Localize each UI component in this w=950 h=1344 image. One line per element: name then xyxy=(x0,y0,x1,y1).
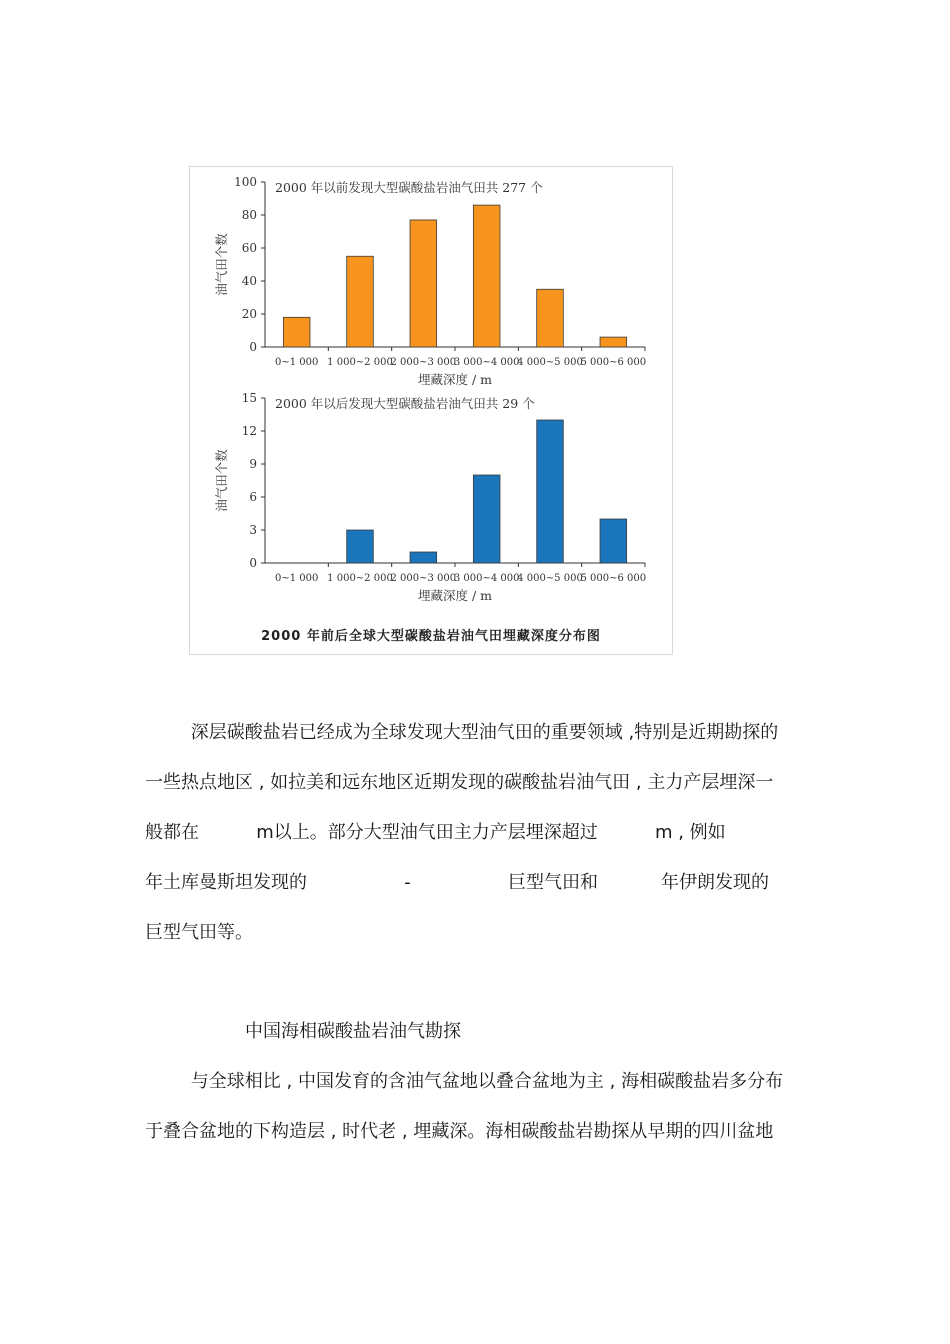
paragraph-1-line-5: 巨型气田等。 xyxy=(145,922,253,943)
y-tick-label-1: 0 xyxy=(249,556,257,570)
y-tick-label-0: 80 xyxy=(241,208,257,222)
y-tick-label-1: 6 xyxy=(249,490,257,504)
y-tick-label-1: 3 xyxy=(249,523,257,537)
bar-0-5 xyxy=(600,337,627,347)
y-tick-label-0: 0 xyxy=(249,340,257,354)
paragraph-1-line-1: 深层碳酸盐岩已经成为全球发现大型油气田的重要领域 ,特别是近期勘探的 xyxy=(145,722,779,743)
bar-1-4 xyxy=(537,420,564,563)
y-tick-label-0: 60 xyxy=(241,241,257,255)
y-axis-label-0: 油气田个数 xyxy=(214,233,229,296)
x-tick-label-1-1: 1 000~2 000 xyxy=(327,573,393,584)
chart-title-1: 2000 年以后发现大型碳酸盐岩油气田共 29 个 xyxy=(275,396,535,411)
x-tick-label-1-0: 0~1 000 xyxy=(274,573,319,584)
x-tick-label-0-5: 5 000~6 000 xyxy=(580,357,647,368)
x-tick-label-0-4: 4 000~5 000 xyxy=(517,357,583,368)
x-tick-label-1-5: 5 000~6 000 xyxy=(580,573,647,584)
x-tick-label-0-3: 3 000~4 000 xyxy=(453,357,520,368)
paragraph-1-line-2: 一些热点地区 , 如拉美和远东地区近期发现的碳酸盐岩油气田 , 主力产层埋深一 xyxy=(145,772,774,793)
bar-charts xyxy=(190,167,672,617)
x-tick-label-0-0: 0~1 000 xyxy=(274,357,319,368)
bar-0-3 xyxy=(473,205,500,347)
y-tick-label-0: 20 xyxy=(241,307,257,321)
bar-0-0 xyxy=(283,317,310,347)
figure-caption: 2000 年前后全球大型碳酸盐岩油气田埋藏深度分布图 xyxy=(261,629,601,644)
x-tick-label-1-3: 3 000~4 000 xyxy=(453,573,520,584)
x-axis-label-1: 埋藏深度 / m xyxy=(417,588,493,603)
y-tick-label-1: 12 xyxy=(241,424,257,438)
bar-1-2 xyxy=(410,552,437,563)
x-tick-label-1-2: 2 000~3 000 xyxy=(390,573,457,584)
y-axis-label-1: 油气田个数 xyxy=(214,449,229,512)
bar-1-3 xyxy=(473,475,500,563)
chart-title-0: 2000 年以前发现大型碳酸盐岩油气田共 277 个 xyxy=(275,180,543,195)
x-tick-label-0-1: 1 000~2 000 xyxy=(327,357,393,368)
section-heading: 中国海相碳酸盐岩油气勘探 xyxy=(245,1021,461,1042)
x-axis-label-0: 埋藏深度 / m xyxy=(417,372,493,387)
paragraph-2-line-1: 与全球相比 , 中国发育的含油气盆地以叠合盆地为主 , 海相碳酸盐岩多分布 xyxy=(145,1071,784,1092)
paragraph-1-line-3: 般都在 m以上。部分大型油气田主力产层埋深超过 m , 例如 xyxy=(145,822,726,843)
y-tick-label-0: 100 xyxy=(234,175,257,189)
bar-0-1 xyxy=(347,256,374,347)
figure xyxy=(189,166,673,655)
y-tick-label-1: 9 xyxy=(249,457,257,471)
bar-1-1 xyxy=(347,530,374,563)
paragraph-2-line-2: 于叠合盆地的下构造层 , 时代老 , 埋藏深。海相碳酸盐岩勘探从早期的四川盆地 xyxy=(145,1121,774,1142)
x-tick-label-1-4: 4 000~5 000 xyxy=(517,573,583,584)
y-tick-label-0: 40 xyxy=(241,274,257,288)
x-tick-label-0-2: 2 000~3 000 xyxy=(390,357,457,368)
y-tick-label-1: 15 xyxy=(241,391,257,405)
bar-0-4 xyxy=(537,289,564,347)
paragraph-1-line-4: 年土库曼斯坦发现的 - 巨型气田和 年伊朗发现的 xyxy=(145,872,769,893)
bar-0-2 xyxy=(410,220,437,347)
bar-1-5 xyxy=(600,519,627,563)
